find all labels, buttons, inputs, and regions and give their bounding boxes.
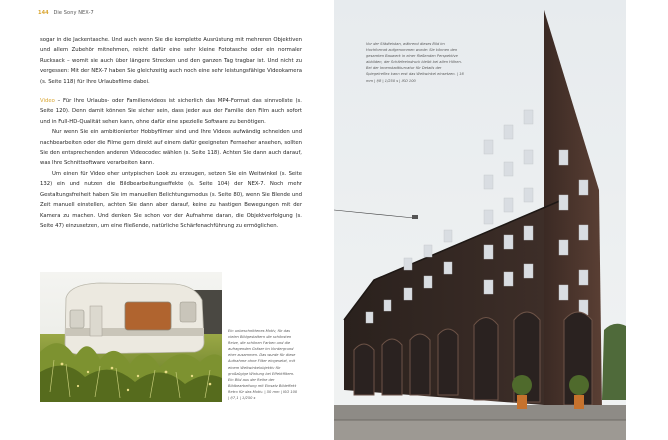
right-photo-caption: Vor der Städteistan, während dieses Bild im Hochformat aufgenommen wurde: Sie können den gesamten Bauwerk in einer fließenden Perspektive abbilden, der Schärfeeindruck bleibt bei allen Höhen. Bei der Innenstadtkurvatur für Details der Spiegelreflex kann erst das Weitwinkel einsetzen. | 16 mm | f/8 | 1/250 s | ISO 100 (366, 42, 464, 83)
running-header (38, 10, 94, 16)
paragraph-3: Nur wenn Sie ein ambitionierter Hobbyfilmer sind und Ihre Videos aufwändig schneiden und nachbearbeiten oder die Filme gern direkt auf einem dafür geeigneten Fernseher ansehen, sollten Sie den entsprechenden anderen Videocodec wählen (s. Seite 118). Achten Sie dann auch darauf, was Ihre Schnittsoftware verarbeiten kann. (40, 129, 302, 167)
caravan-photo (40, 272, 222, 402)
paragraph-2 (40, 96, 302, 127)
header-title: Die Sony NEX-7 (53, 10, 94, 16)
paragraph-4: Um einen für Video eher untypischen Look zu erzeugen, setzen Sie ein Weitwinkel (s. Seite 132) ein und nutzen die Bildbearbeitungseffekte (s. Seite 104) der NEX-7. Noch mehr Gestaltungsfreiheit haben Sie im manuellen Belichtungsmodus (s. Seite 80), wenn Sie Blende und Zeit manuell einstellen, achten Sie dann aber darauf, keine zu hastigen Bewegungen mit der Kamera zu machen. Und denken Sie schon vor der Aufnahme daran, die Objektverfolgung (s. Seite 47) einzusetzen, um eine fließende, natürliche Schärfenachführung zu ermöglichen. (40, 170, 302, 229)
paragraph-2-text: – Für Ihre Urlaubs- oder Familienvideos ist sicherlich das MP4-Format das sinnvollste (s. Seite 120). Denn damit können Sie sicher sein, dass jeder aus der Familie den Film auch sofort und in Full-HD-Qualität sehen kann, ohne dafür eine spezielle Software zu benötigen. (40, 98, 302, 125)
video-highlight: Video (40, 98, 55, 105)
body-text (40, 35, 302, 231)
paragraph-1: sogar in die Jackentasche. Und auch wenn Sie die komplette Ausrüstung mit mehreren Objektiven und allem Zubehör mitnehmen, reicht dafür eine sehr kleine Fototasche oder ein normaler Rucksack – womit sie auch über längere Strecken und den ganzen Tag tragbar ist. Und nicht zu vergessen: Mit der NEX-7 haben Sie gleichzeitig auch noch eine sehr leistungsfähige Videokamera (s. Seite 118) für Ihre Urlaubsfilme dabei. (40, 37, 302, 85)
caravan-illustration (40, 272, 222, 402)
page-number: 144 (38, 10, 49, 16)
left-photo-caption: Ein unbeschnittenes Motiv, für das vielen Bildgestaltern die schönsten Reize, die schönen Farben und die aufragenden Gräser im Vordergrund eher zusammen. Das wurde für diese Aufnahme ohne Filter eingesetzt, mit einem Weitwinkelobjektiv für großzügige Wirkung bei Effektfiltern. Ein Bild aus der Reihe der Bildbearbeitung mit Einsatz Bildeffekt Retro für das Motiv. | 50 mm | ISO 100 | f/7,1 | 1/250 s (228, 329, 298, 401)
